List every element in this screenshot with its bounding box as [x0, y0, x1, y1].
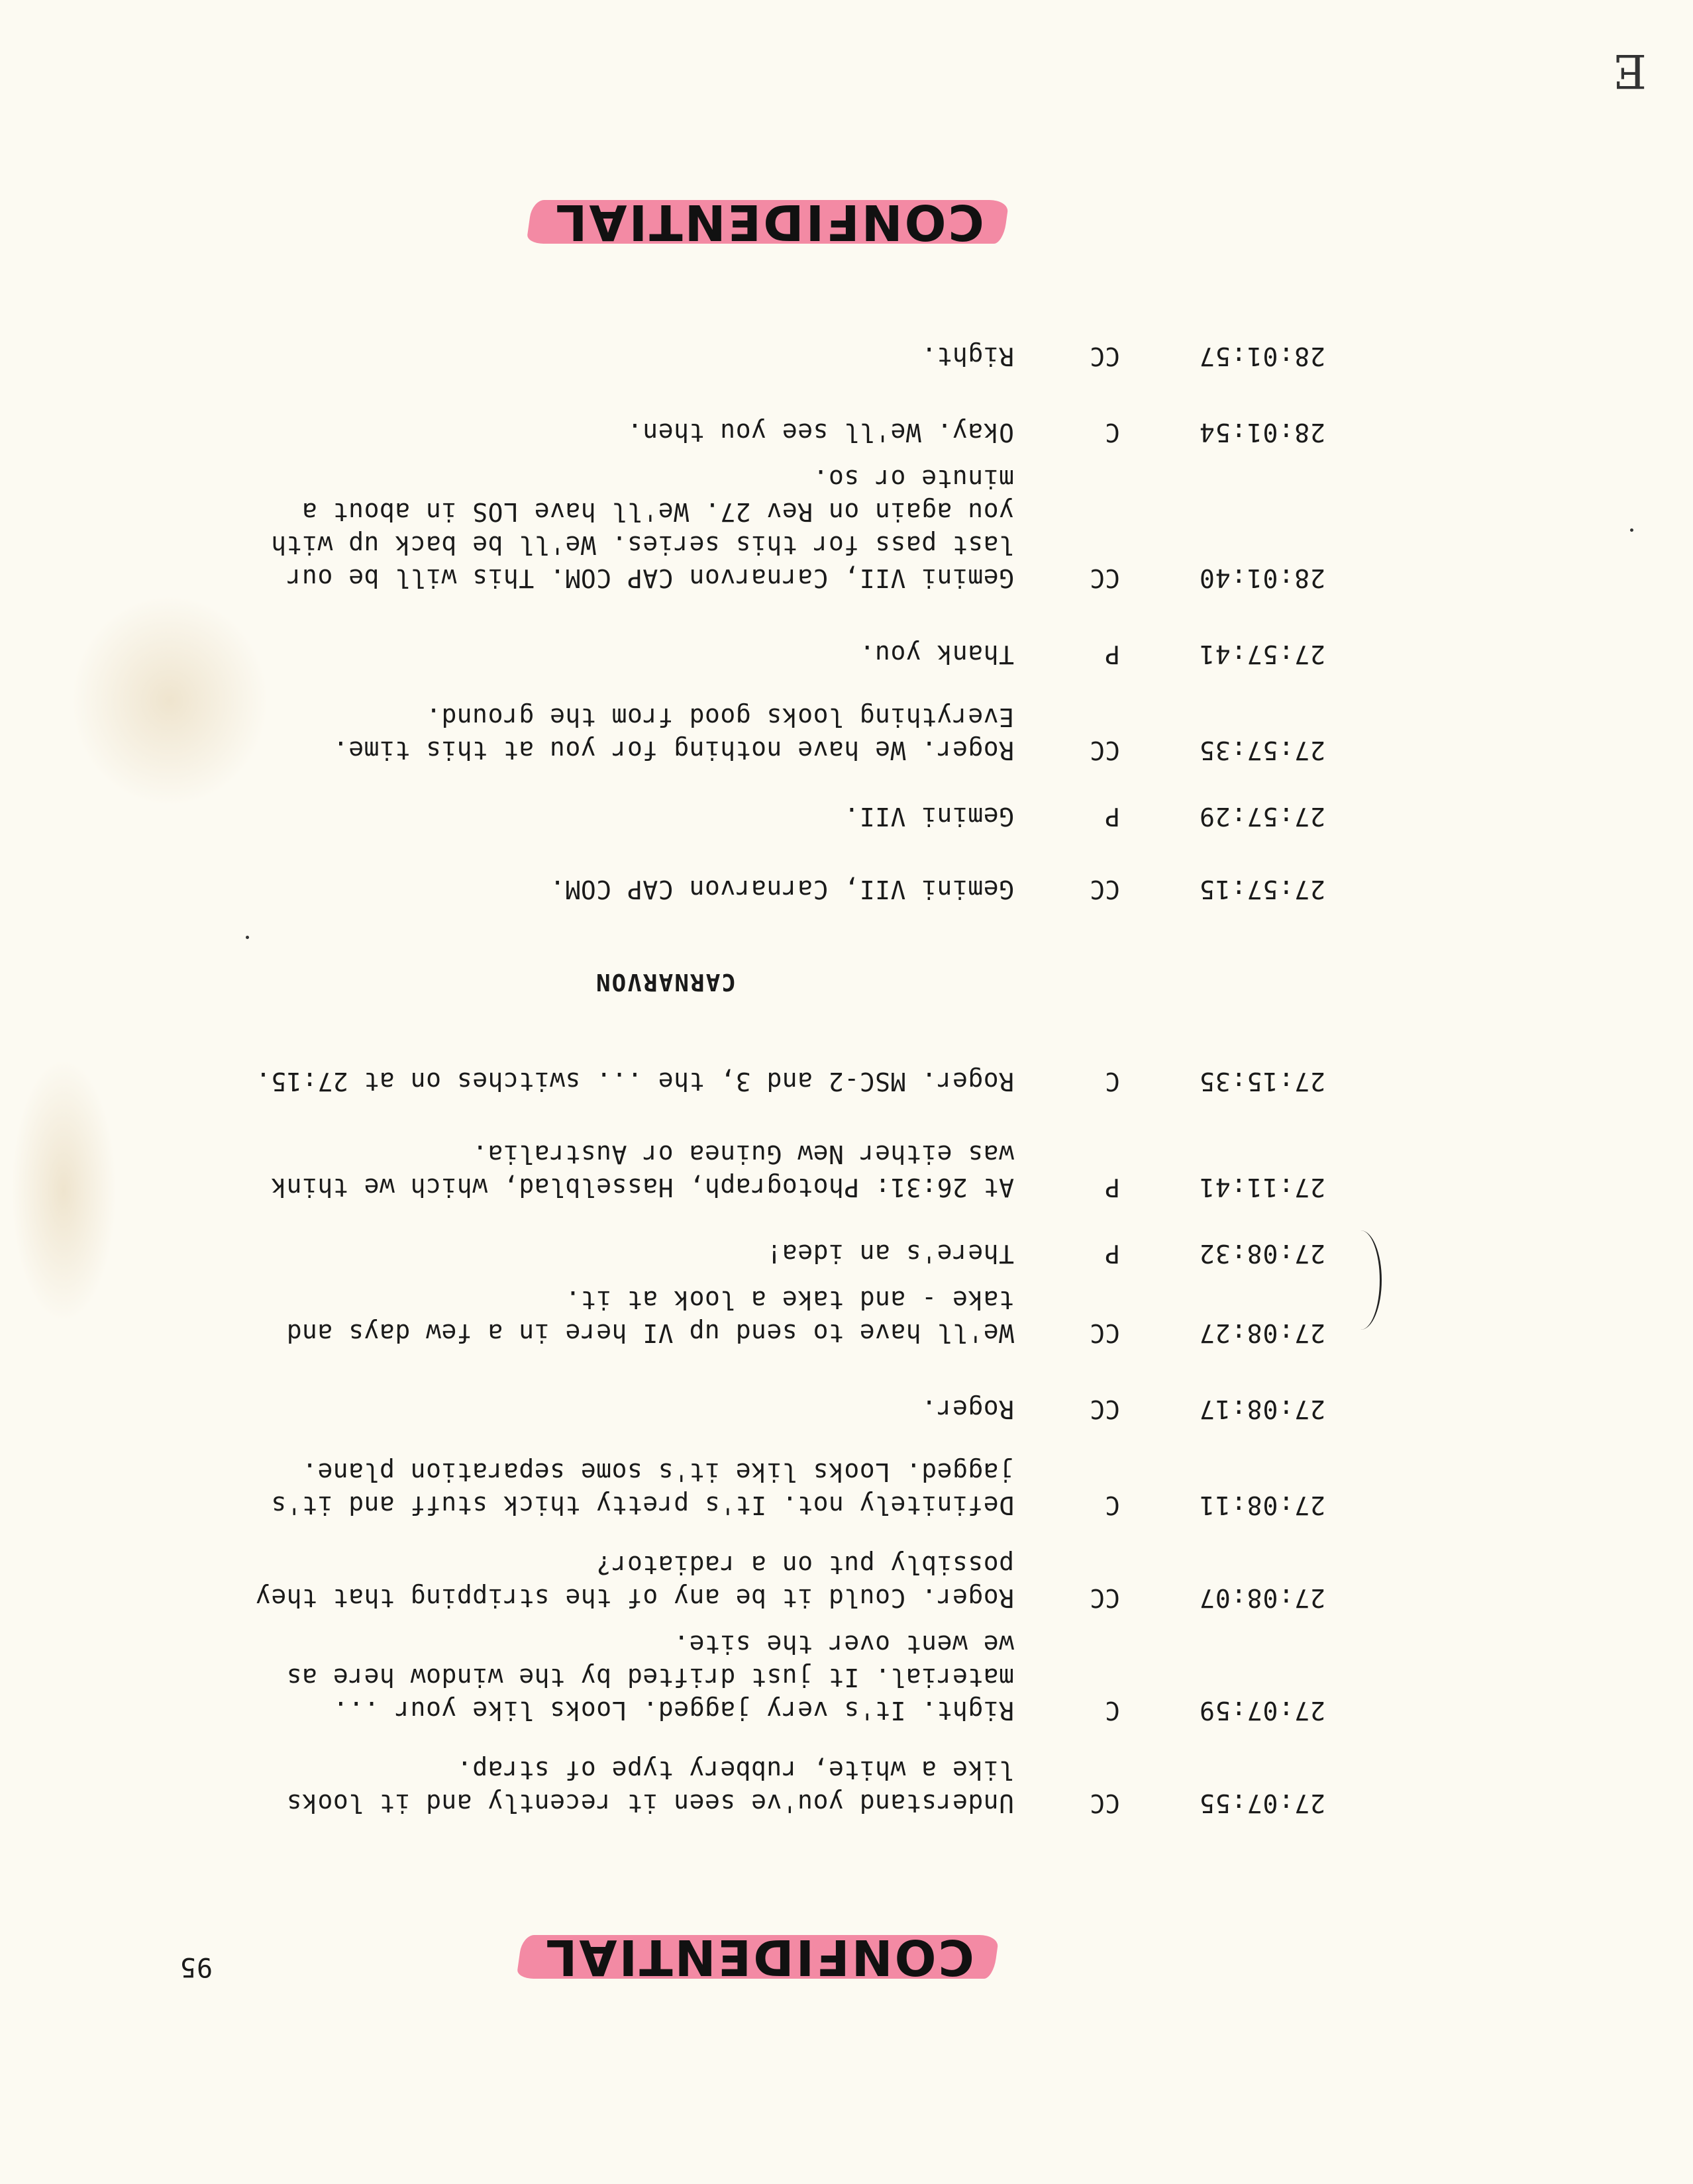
entry-text: Roger. Could it be any of the stripping that they possibly put on a radiator?	[255, 1550, 1014, 1613]
entry-time: 27:08:11	[1198, 1491, 1325, 1520]
entry-text: Roger. MSC-2 and 3, the ... switches on at 27:15.	[255, 1067, 1014, 1096]
entry-text: There's an idea!	[766, 1239, 1014, 1268]
entry-speaker: P	[1105, 1173, 1120, 1202]
entry-time: 28:01:40	[1198, 564, 1325, 593]
entry-text: Roger.	[921, 1395, 1014, 1424]
confidential-stamp-bottom: CONFIDENTIAL	[550, 193, 988, 250]
entry-speaker: CC	[1090, 1789, 1120, 1818]
entry-text: Understand you've seen it recently and it looks like a white, rubbery type of strap.	[286, 1756, 1014, 1818]
entry-text: Roger. We have nothing for you at this time. Everything looks good from the ground.	[333, 703, 1014, 765]
entry-speaker: CC	[1090, 736, 1120, 765]
handwritten-mark: E	[1612, 44, 1647, 98]
entry-text: Thank you.	[859, 640, 1014, 669]
entry-text: Gemini VII, Carnarvon CAP COM.	[549, 875, 1014, 904]
entry-time: 27:07:55	[1198, 1789, 1325, 1818]
water-stain	[11, 1058, 117, 1323]
entry-speaker: C	[1105, 1067, 1120, 1096]
entry-speaker: P	[1105, 802, 1120, 831]
entry-speaker: C	[1105, 418, 1120, 447]
entry-text: Right.	[921, 342, 1014, 371]
entry-text: Okay. We'll see you then.	[627, 418, 1014, 447]
entry-speaker: C	[1105, 1491, 1120, 1520]
entry-speaker: CC	[1090, 1395, 1120, 1424]
entry-speaker: CC	[1090, 564, 1120, 593]
entry-speaker: P	[1105, 640, 1120, 669]
entry-speaker: C	[1105, 1696, 1120, 1725]
entry-time: 27:07:59	[1198, 1696, 1325, 1725]
entry-time: 27:15:35	[1198, 1067, 1325, 1096]
entry-text: We'll have to send up VI here in a few days and take - and take a look at it.	[286, 1285, 1014, 1348]
entry-time: 27:57:35	[1198, 736, 1325, 765]
entry-time: 27:57:41	[1198, 640, 1325, 669]
entry-time: 27:11:41	[1198, 1173, 1325, 1202]
page-number: 95	[179, 1952, 213, 1982]
entry-time: 28:01:54	[1198, 418, 1325, 447]
entry-text: At 26:31: Photograph, Hasselblad, which we think was either New Guinea or Australia.	[270, 1140, 1014, 1202]
entry-time: 27:57:15	[1198, 875, 1325, 904]
entry-text: Gemini VII, Carnarvon CAP COM. This will be our last pass for this series. We'll be back up with you again on Rev 27. We'll have LOS in about a minute or so.	[270, 464, 1014, 593]
section-heading: CARNARVON	[594, 968, 736, 995]
entry-speaker: CC	[1090, 875, 1120, 904]
entry-text: Definitely not. It's pretty thick stuff and it's jagged. Looks like it's some separation plane.	[270, 1458, 1014, 1520]
entry-time: 27:08:27	[1198, 1318, 1325, 1348]
entry-speaker: P	[1105, 1239, 1120, 1268]
entry-time: 27:08:07	[1198, 1583, 1325, 1613]
entry-text: Right. It's very jagged. Looks like your ... material. It just drifted by the window here as we went over the site.	[286, 1630, 1014, 1725]
entry-time: 28:01:57	[1198, 342, 1325, 371]
entry-speaker: CC	[1090, 1583, 1120, 1613]
handwritten-bracket	[1340, 1230, 1382, 1330]
entry-speaker: CC	[1090, 1318, 1120, 1348]
entry-time: 27:08:32	[1198, 1239, 1325, 1268]
entry-speaker: CC	[1090, 342, 1120, 371]
entry-time: 27:08:17	[1198, 1395, 1325, 1424]
entry-time: 27:57:29	[1198, 802, 1325, 831]
entry-text: Gemini VII.	[843, 802, 1014, 831]
ink-dot	[246, 936, 249, 939]
confidential-stamp-top: CONFIDENTIAL	[540, 1928, 978, 1985]
ink-dot	[1630, 528, 1633, 532]
